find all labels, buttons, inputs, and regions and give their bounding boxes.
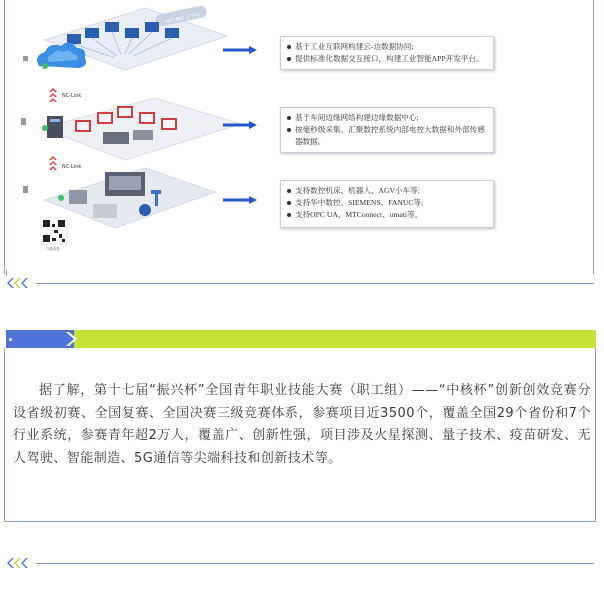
callout-item <box>287 209 487 221</box>
callout-text: 按毫秒级采集、汇聚数控系统内部电控大数据和外部传感器数据。 <box>295 125 485 146</box>
callout-item <box>287 53 487 65</box>
bullet-icon <box>287 201 291 205</box>
callout-text: 提供标准化数据交互接口，构建工业智能APP开发平台。 <box>295 54 484 63</box>
callout-devices <box>280 180 494 228</box>
diagram-panel <box>4 0 594 274</box>
callout-text: 支持数控机床、机器人、AGV小车等; <box>295 186 420 195</box>
divider-line <box>36 563 594 564</box>
header-accent-green <box>74 330 596 348</box>
section-header-bar <box>0 330 596 348</box>
nc-link-chevrons-2 <box>49 156 57 170</box>
callout-text: 支持OPC UA、MTConnect、umati等。 <box>295 210 423 219</box>
nc-link-label-1: NC-Link <box>62 93 82 99</box>
edge-layer <box>21 98 241 160</box>
chevron-right-icon <box>64 331 78 347</box>
section-divider <box>6 276 594 290</box>
callout-text: 支持华中数控、SIEMENS、FANUC等; <box>295 198 424 207</box>
top-platform-label: NCLINK 云平台 <box>165 12 201 26</box>
callout-edge <box>280 107 494 153</box>
arrow-right-icon <box>223 121 257 129</box>
qr-code <box>41 218 67 244</box>
arrow-right-icon <box>223 46 257 54</box>
bullet-icon <box>287 57 291 61</box>
nc-link-chevrons-1 <box>49 88 57 102</box>
callout-cloud <box>280 36 494 70</box>
callout-text: 基于工业互联网构建云-边数据协同; <box>295 42 414 51</box>
callout-item <box>287 112 487 124</box>
callout-item <box>287 197 487 209</box>
callout-item <box>287 41 487 53</box>
header-dot-icon <box>9 338 12 341</box>
bullet-icon <box>287 189 291 193</box>
bullet-icon <box>287 45 291 49</box>
divider-line <box>36 283 594 284</box>
article-panel <box>4 348 596 522</box>
callout-text: 基于车间边缘网络构建边缘数据中心; <box>295 113 419 122</box>
arrow-right-icon <box>223 196 257 204</box>
nc-link-label-2: NC-Link <box>62 164 82 170</box>
cloud-layer <box>23 5 227 70</box>
triple-chevron-icon <box>6 556 36 570</box>
section-divider <box>6 556 594 570</box>
callout-item <box>287 185 487 197</box>
device-layer <box>23 168 215 251</box>
article-paragraph: 据了解，第十七届“振兴杯”全国青年职业技能大赛（职工组）——“中核杯”创新创效竞赛分设省级初赛、全国复赛、全国决赛三级竞赛体系，参赛项目近3500个，覆盖全国29个省份和7个行业系统，参赛青年超2万人，覆盖广、创新性强，项目涉及火星探测、量子技术、疫苗研发、无人驾驶、智能制造、5G通信等尖端科技和创新技术等。 <box>13 383 591 466</box>
bullet-icon <box>287 128 291 132</box>
bullet-icon <box>287 213 291 217</box>
qr-caption: 扫描查看 <box>46 247 60 251</box>
triple-chevron-icon <box>6 276 36 290</box>
bullet-icon <box>287 116 291 120</box>
callout-item <box>287 124 487 148</box>
